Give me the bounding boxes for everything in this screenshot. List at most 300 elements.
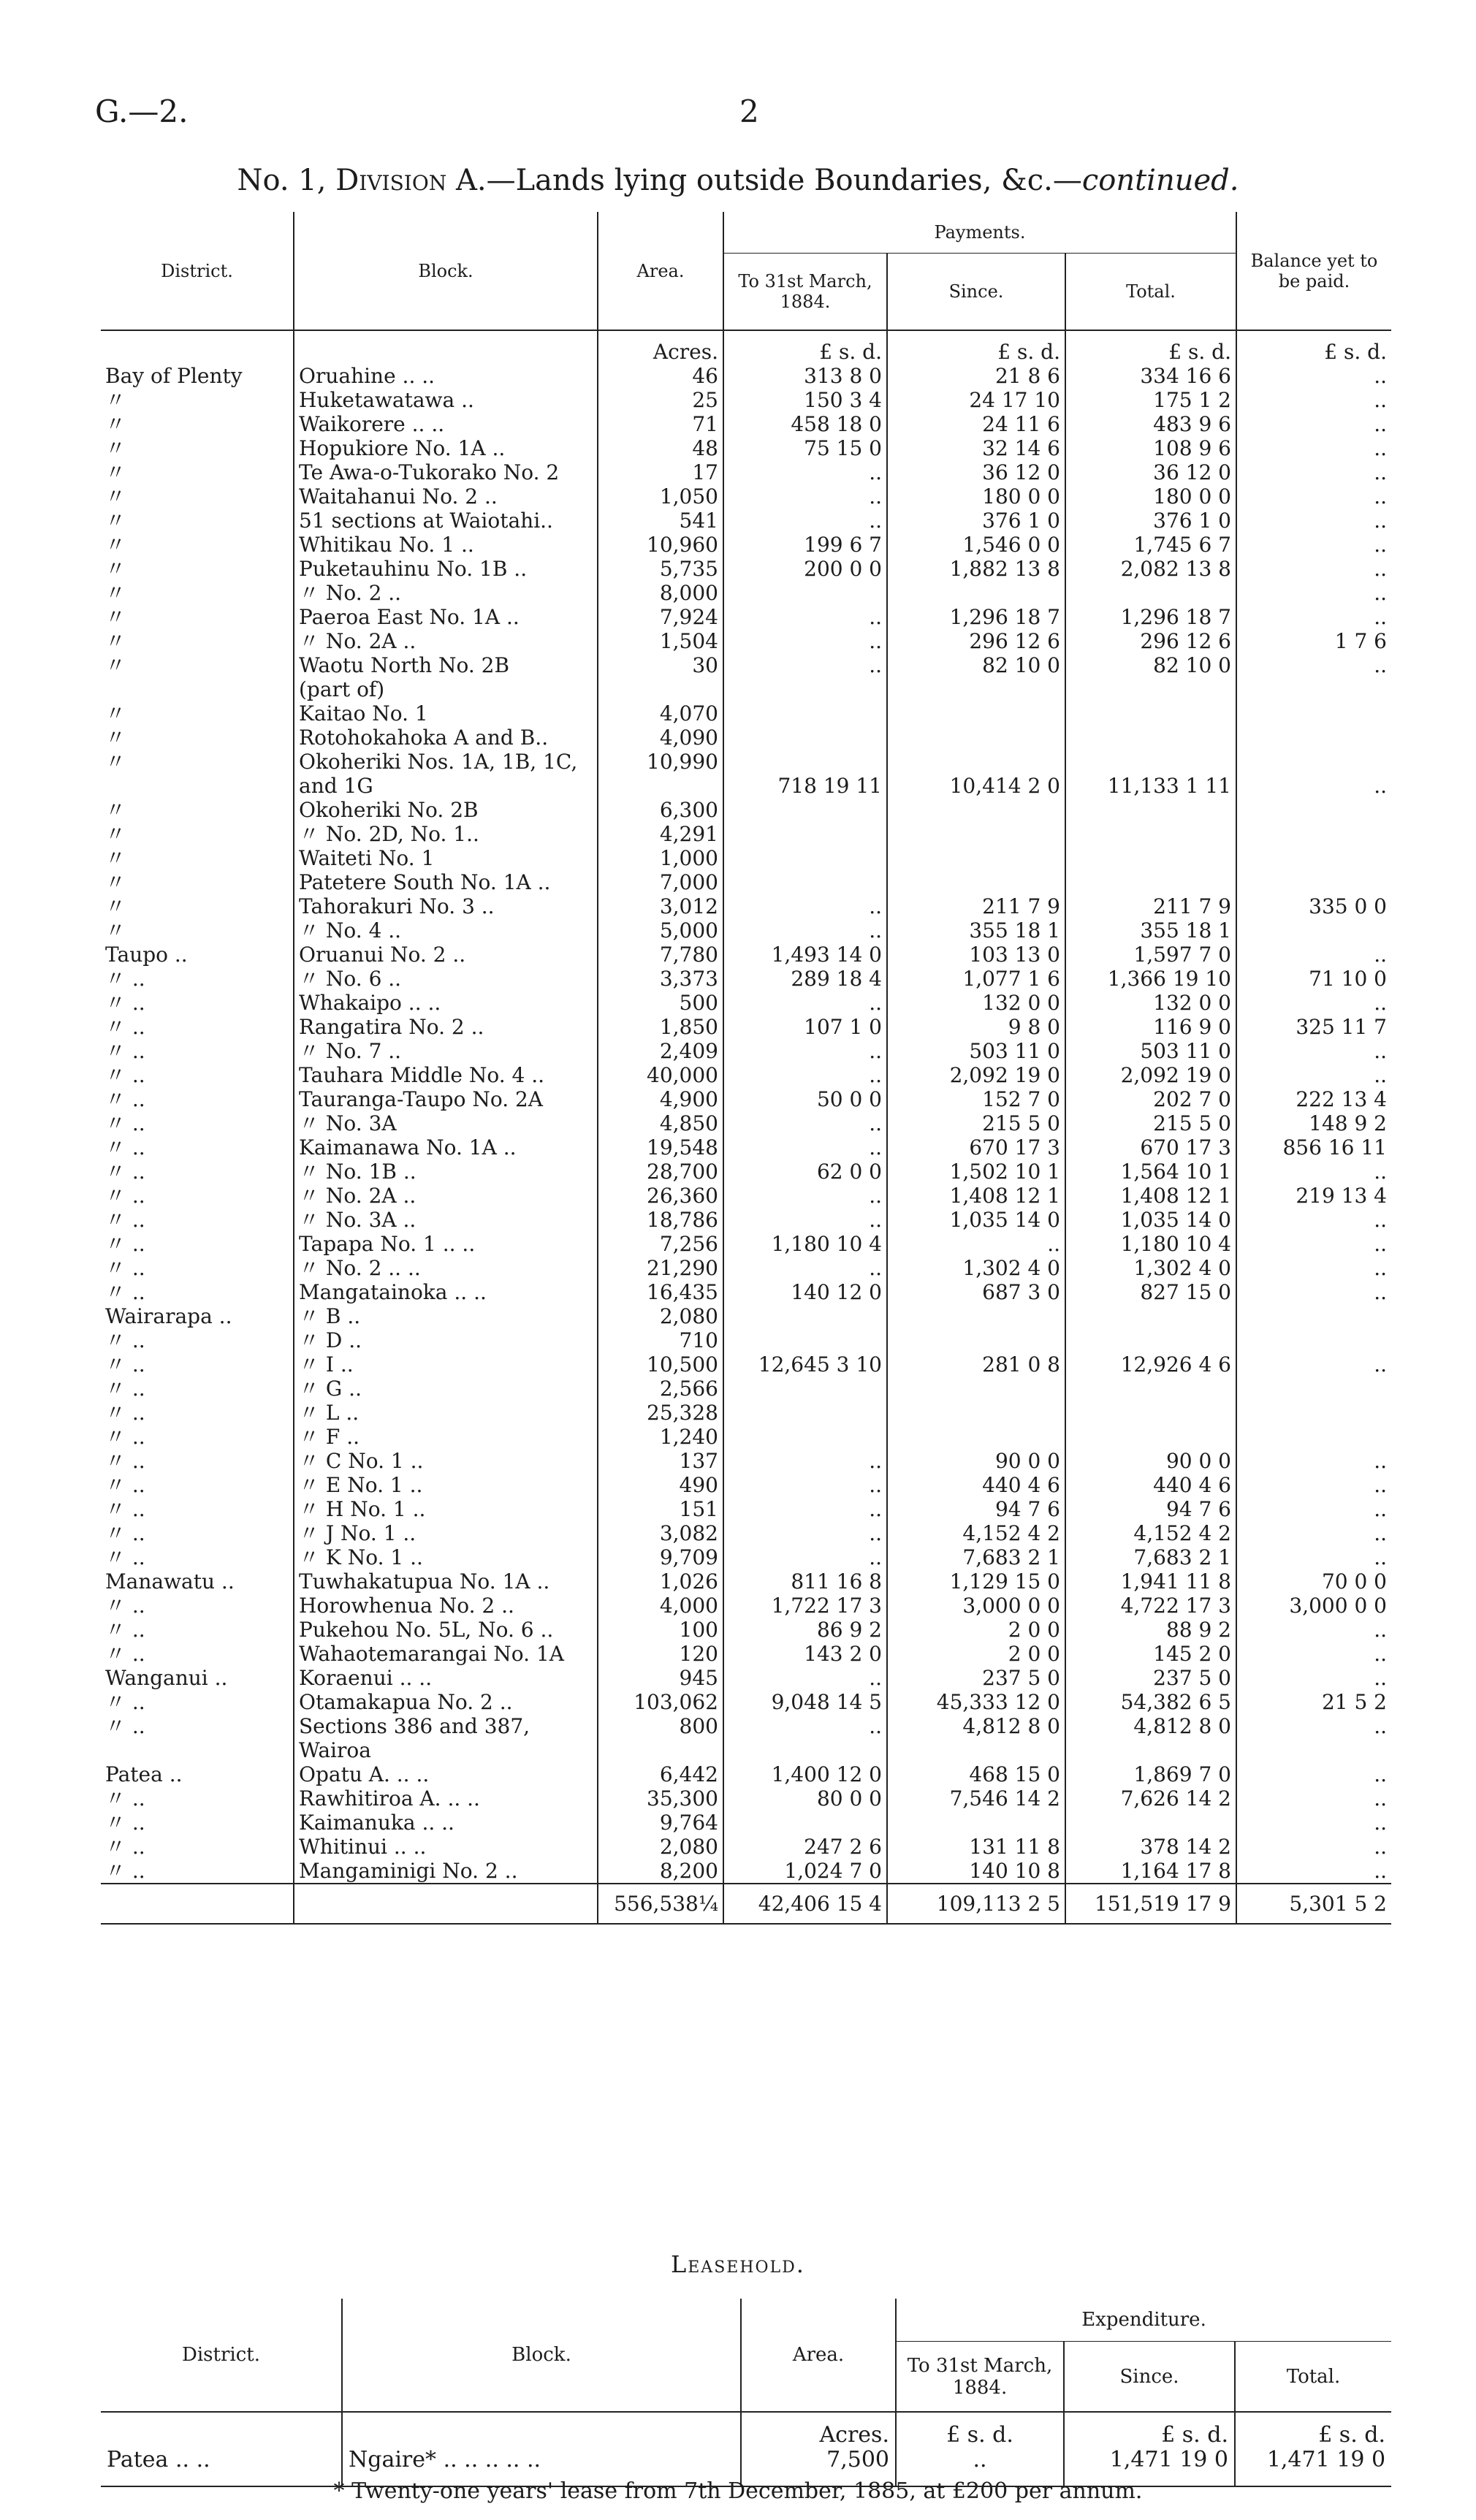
cell-block: 〃 J No. 1 .. (294, 1521, 598, 1545)
cell-balance: .. (1374, 653, 1387, 677)
units-row (101, 330, 1391, 364)
cell-balance: 335 0 0 (1309, 894, 1387, 918)
cell-district: 〃 .. (101, 1497, 294, 1521)
cell-block: 〃 No. 2A .. (294, 629, 598, 653)
unit-total: £ s. d. (1065, 330, 1236, 364)
total-balance: 5,301 5 2 (1236, 1884, 1391, 1924)
cell-balance: .. (1374, 460, 1387, 484)
cell-to: 247 2 6 (723, 1835, 887, 1859)
cell-area: 19,548 (598, 1135, 723, 1160)
cell-area: 17 (598, 460, 723, 484)
cell-block: Tahorakuri No. 3 .. (294, 894, 598, 918)
cell-block: Huketawatawa .. (294, 388, 598, 412)
cell-balance: 325 11 7 (1296, 1015, 1387, 1039)
cell-balance: .. (1374, 1473, 1387, 1497)
table-row (101, 750, 1391, 774)
cell-area: 7,924 (598, 605, 723, 629)
cell-district: 〃 .. (101, 1160, 294, 1184)
lease-header-block: Block. (342, 2299, 741, 2412)
cell-to: 718 19 11 (723, 774, 887, 798)
cell-district: 〃 .. (101, 967, 294, 991)
cell-since: 131 11 8 (887, 1835, 1065, 1859)
header-area: Area. (598, 212, 723, 330)
cell-area: 40,000 (598, 1063, 723, 1087)
cell-district: 〃 .. (101, 1642, 294, 1666)
cell-to (723, 726, 887, 750)
cell-block: 〃 C No. 1 .. (294, 1449, 598, 1473)
cell-district: 〃 (101, 412, 294, 436)
cell-balance: .. (1374, 1039, 1387, 1063)
cell-block: 〃 D .. (294, 1328, 598, 1352)
cell-district: 〃 .. (101, 1859, 294, 1884)
cell-district: 〃 .. (101, 1256, 294, 1280)
cell-district: 〃 (101, 701, 294, 726)
table-row (101, 726, 1391, 750)
cell-district: 〃 (101, 750, 294, 774)
cell-total: 132 0 0 (1065, 991, 1236, 1015)
cell-balance: 1 7 6 (1334, 629, 1387, 653)
total-since: 109,113 2 5 (887, 1884, 1065, 1924)
cell-area: 490 (598, 1473, 723, 1497)
cell-area: 3,012 (598, 894, 723, 918)
table-row (101, 1184, 1391, 1208)
cell-to (723, 750, 887, 774)
cell-district: 〃 .. (101, 1015, 294, 1039)
cell-to: .. (723, 1184, 887, 1208)
cell-block: Mangaminigi No. 2 .. (294, 1859, 598, 1884)
cell-block: Tapapa No. 1 .. .. (294, 1232, 598, 1256)
cell-since: 3,000 0 0 (887, 1594, 1065, 1618)
cell-since: 180 0 0 (887, 484, 1065, 509)
cell-total: 1,408 12 1 (1065, 1184, 1236, 1208)
cell-balance (1236, 1328, 1391, 1352)
lease-header-expenditure: Expenditure. (896, 2299, 1391, 2342)
cell-total: 1,366 19 10 (1065, 967, 1236, 991)
cell-since: 215 5 0 (887, 1111, 1065, 1135)
cell-balance (1236, 870, 1391, 894)
leasehold-table (101, 2299, 1391, 2487)
cell-to: .. (723, 1039, 887, 1063)
cell-balance (1236, 750, 1391, 774)
cell-to: 12,645 3 10 (723, 1352, 887, 1377)
cell-to: .. (723, 605, 887, 629)
cell-district: 〃 .. (101, 1473, 294, 1497)
cell-block: Waiteti No. 1 (294, 846, 598, 870)
cell-area: 3,373 (598, 967, 723, 991)
cell-total: 82 10 0 (1065, 653, 1236, 677)
cell-block: Tuwhakatupua No. 1A .. (294, 1569, 598, 1594)
cell-area: 25,328 (598, 1401, 723, 1425)
cell-block: Oruahine .. .. (294, 364, 598, 388)
cell-total: 2,092 19 0 (1065, 1063, 1236, 1087)
lease-to-unit: £ s. d. (946, 2422, 1013, 2448)
cell-balance: .. (1374, 533, 1387, 557)
cell-balance: .. (1374, 1762, 1387, 1786)
cell-to: 62 0 0 (723, 1160, 887, 1184)
cell-total: 827 15 0 (1065, 1280, 1236, 1304)
cell-total: 376 1 0 (1065, 509, 1236, 533)
table-row (101, 1111, 1391, 1135)
cell-to: 200 0 0 (723, 557, 887, 581)
cell-since: 1,882 13 8 (887, 557, 1065, 581)
cell-since: 355 18 1 (887, 918, 1065, 943)
cell-block: Waotu North No. 2B (294, 653, 598, 677)
unit-to: £ s. d. (723, 330, 887, 364)
cell-block: Horowhenua No. 2 .. (294, 1594, 598, 1618)
cell-balance: .. (1374, 364, 1387, 388)
cell-since: 1,035 14 0 (887, 1208, 1065, 1232)
cell-total: 296 12 6 (1065, 629, 1236, 653)
cell-total: 180 0 0 (1065, 484, 1236, 509)
cell-district: 〃 .. (101, 991, 294, 1015)
cell-block: 〃 No. 2 .. .. (294, 1256, 598, 1280)
cell-balance (1236, 1304, 1391, 1328)
cell-balance: 3,000 0 0 (1289, 1594, 1387, 1618)
cell-to: 50 0 0 (723, 1087, 887, 1111)
cell-area: 800 (598, 1714, 723, 1738)
cell-since: 7,546 14 2 (887, 1786, 1065, 1811)
cell-area: 6,300 (598, 798, 723, 822)
cell-total: 1,296 18 7 (1065, 605, 1236, 629)
cell-to (723, 581, 887, 605)
table-row (101, 822, 1391, 846)
header-total: Total. (1065, 254, 1236, 331)
cell-total: 4,152 4 2 (1065, 1521, 1236, 1545)
cell-block: Patetere South No. 1A .. (294, 870, 598, 894)
table-row (101, 364, 1391, 388)
cell-since (887, 750, 1065, 774)
cell-since: 140 10 8 (887, 1859, 1065, 1884)
cell-area: 2,080 (598, 1304, 723, 1328)
cell-since: 1,129 15 0 (887, 1569, 1065, 1594)
cell-district: 〃 (101, 918, 294, 943)
cell-area: 21,290 (598, 1256, 723, 1280)
cell-total: 175 1 2 (1065, 388, 1236, 412)
cell-block: 〃 F .. (294, 1425, 598, 1449)
cell-area (598, 774, 723, 798)
cell-since: 237 5 0 (887, 1666, 1065, 1690)
cell-to: 1,024 7 0 (723, 1859, 887, 1884)
cell-balance: .. (1374, 412, 1387, 436)
lease-area (741, 2412, 896, 2486)
cell-to: 143 2 0 (723, 1642, 887, 1666)
table-row (101, 533, 1391, 557)
cell-district: 〃 (101, 557, 294, 581)
cell-to: .. (723, 509, 887, 533)
cell-since: 103 13 0 (887, 943, 1065, 967)
cell-district (101, 774, 294, 798)
lease-district: Patea .. .. (101, 2412, 342, 2486)
cell-to: .. (723, 918, 887, 943)
cell-to: .. (723, 991, 887, 1015)
cell-total (1065, 677, 1236, 701)
cell-total: 334 16 6 (1065, 364, 1236, 388)
cell-total: 4,722 17 3 (1065, 1594, 1236, 1618)
cell-total: 7,626 14 2 (1065, 1786, 1236, 1811)
table-row (101, 798, 1391, 822)
cell-block: Whitikau No. 1 .. (294, 533, 598, 557)
cell-to (723, 1401, 887, 1425)
cell-balance: 222 13 4 (1296, 1087, 1387, 1111)
cell-to: 107 1 0 (723, 1015, 887, 1039)
cell-since: 9 8 0 (887, 1015, 1065, 1039)
cell-block: Mangatainoka .. .. (294, 1280, 598, 1304)
cell-district (101, 1738, 294, 1762)
cell-to (723, 677, 887, 701)
table-row (101, 870, 1391, 894)
cell-area: 7,256 (598, 1232, 723, 1256)
cell-total (1065, 798, 1236, 822)
cell-balance: .. (1374, 1521, 1387, 1545)
cell-since (887, 822, 1065, 846)
cell-area: 1,504 (598, 629, 723, 653)
total-total: 151,519 17 9 (1065, 1884, 1236, 1924)
cell-area: 3,082 (598, 1521, 723, 1545)
cell-to (723, 1328, 887, 1352)
cell-since (887, 1811, 1065, 1835)
cell-total (1065, 1425, 1236, 1449)
cell-district: 〃 .. (101, 1280, 294, 1304)
cell-to: .. (723, 1449, 887, 1473)
cell-district: 〃 (101, 653, 294, 677)
cell-district: 〃 .. (101, 1063, 294, 1087)
cell-since (887, 726, 1065, 750)
cell-to (723, 701, 887, 726)
cell-since: 4,812 8 0 (887, 1714, 1065, 1738)
cell-total: 202 7 0 (1065, 1087, 1236, 1111)
cell-balance: .. (1374, 1714, 1387, 1738)
table-row (101, 1304, 1391, 1328)
cell-block: Paeroa East No. 1A .. (294, 605, 598, 629)
cell-block: Waitahanui No. 2 .. (294, 484, 598, 509)
cell-total: 36 12 0 (1065, 460, 1236, 484)
cell-area: 2,566 (598, 1377, 723, 1401)
cell-total: 211 7 9 (1065, 894, 1236, 918)
cell-district: Patea .. (101, 1762, 294, 1786)
cell-district: 〃 (101, 509, 294, 533)
table-row (101, 894, 1391, 918)
cell-district: 〃 .. (101, 1328, 294, 1352)
cell-since (887, 870, 1065, 894)
cell-area: 4,850 (598, 1111, 723, 1135)
cell-district: 〃 .. (101, 1449, 294, 1473)
cell-block: 〃 No. 3A .. (294, 1208, 598, 1232)
unit-balance: £ s. d. (1324, 340, 1387, 364)
cell-since (887, 581, 1065, 605)
cell-since (887, 798, 1065, 822)
header-district: District. (101, 212, 294, 330)
cell-area: 4,000 (598, 1594, 723, 1618)
table-row (101, 1642, 1391, 1666)
cell-block: Te Awa-o-Tukorako No. 2 (294, 460, 598, 484)
cell-total: 1,164 17 8 (1065, 1859, 1236, 1884)
cell-balance: .. (1374, 1208, 1387, 1232)
cell-balance (1236, 1425, 1391, 1449)
cell-to: .. (723, 1111, 887, 1135)
cell-block: and 1G (294, 774, 598, 798)
table-row (101, 1594, 1391, 1618)
table-row (101, 1160, 1391, 1184)
cell-area: 710 (598, 1328, 723, 1352)
cell-to: .. (723, 1256, 887, 1280)
table-row (101, 509, 1391, 533)
cell-total: 2,082 13 8 (1065, 557, 1236, 581)
cell-total: 116 9 0 (1065, 1015, 1236, 1039)
cell-area: 26,360 (598, 1184, 723, 1208)
cell-district: 〃 (101, 629, 294, 653)
cell-district: 〃 .. (101, 1545, 294, 1569)
cell-area: 103,062 (598, 1690, 723, 1714)
cell-since: 2 0 0 (887, 1642, 1065, 1666)
cell-since: 24 11 6 (887, 412, 1065, 436)
cell-block: Rotohokahoka A and B.. (294, 726, 598, 750)
cell-block: Oruanui No. 2 .. (294, 943, 598, 967)
cell-since: 1,546 0 0 (887, 533, 1065, 557)
cell-district: 〃 .. (101, 1352, 294, 1377)
cell-total: 88 9 2 (1065, 1618, 1236, 1642)
table-row (101, 460, 1391, 484)
cell-total: 145 2 0 (1065, 1642, 1236, 1666)
cell-block: Puketauhinu No. 1B .. (294, 557, 598, 581)
lease-since-unit: £ s. d. (1161, 2422, 1228, 2448)
lease-header-to-march: To 31st March, 1884. (896, 2342, 1064, 2413)
cell-area: 137 (598, 1449, 723, 1473)
cell-district: Manawatu .. (101, 1569, 294, 1594)
cell-to: 811 16 8 (723, 1569, 887, 1594)
header-payments: Payments. (723, 212, 1236, 254)
cell-balance: .. (1374, 1859, 1387, 1883)
header-since: Since. (887, 254, 1065, 331)
cell-district: 〃 .. (101, 1184, 294, 1208)
cell-block: 〃 No. 1B .. (294, 1160, 598, 1184)
cell-area (598, 677, 723, 701)
cell-district: 〃 (101, 581, 294, 605)
cell-balance: .. (1374, 1232, 1387, 1256)
cell-total: 90 0 0 (1065, 1449, 1236, 1473)
cell-since (887, 677, 1065, 701)
cell-balance: .. (1374, 484, 1387, 509)
cell-total (1065, 581, 1236, 605)
table-row (101, 388, 1391, 412)
footnote: * Twenty-one years' lease from 7th December, 1885, at £200 per annum. (333, 2478, 1143, 2504)
cell-since: 2,092 19 0 (887, 1063, 1065, 1087)
cell-total: 483 9 6 (1065, 412, 1236, 436)
cell-area: 10,960 (598, 533, 723, 557)
cell-area: 7,000 (598, 870, 723, 894)
cell-balance: .. (1374, 1497, 1387, 1521)
cell-area: 151 (598, 1497, 723, 1521)
lease-area-unit: Acres. (819, 2422, 889, 2448)
cell-area: 18,786 (598, 1208, 723, 1232)
cell-area: 4,090 (598, 726, 723, 750)
cell-since: 24 17 10 (887, 388, 1065, 412)
cell-block: 〃 No. 3A (294, 1111, 598, 1135)
cell-area: 9,709 (598, 1545, 723, 1569)
cell-total: 54,382 6 5 (1065, 1690, 1236, 1714)
cell-since: .. (887, 1232, 1065, 1256)
cell-block: 〃 K No. 1 .. (294, 1545, 598, 1569)
table-row (101, 1497, 1391, 1521)
cell-district: 〃 .. (101, 1208, 294, 1232)
cell-district: 〃 (101, 726, 294, 750)
header-to-march: To 31st March, 1884. (723, 254, 887, 331)
cell-since: 32 14 6 (887, 436, 1065, 460)
cell-to (723, 1304, 887, 1328)
table-row (101, 1377, 1391, 1401)
cell-district: 〃 .. (101, 1377, 294, 1401)
cell-area: 46 (598, 364, 723, 388)
cell-district: Wanganui .. (101, 1666, 294, 1690)
lease-block: Ngaire* .. .. .. .. .. (342, 2412, 741, 2486)
table-row (101, 1401, 1391, 1425)
cell-block: Kaimanawa No. 1A .. (294, 1135, 598, 1160)
cell-balance: 21 5 2 (1321, 1690, 1387, 1714)
cell-area: 4,291 (598, 822, 723, 846)
cell-block: 〃 No. 4 .. (294, 918, 598, 943)
cell-balance (1236, 1738, 1391, 1762)
cell-since (887, 1425, 1065, 1449)
cell-total (1065, 822, 1236, 846)
table-row (101, 1039, 1391, 1063)
cell-since (887, 1304, 1065, 1328)
cell-balance: .. (1374, 1835, 1387, 1859)
cell-total: 1,180 10 4 (1065, 1232, 1236, 1256)
cell-balance: .. (1374, 1449, 1387, 1473)
cell-area: 1,050 (598, 484, 723, 509)
cell-district: 〃 (101, 533, 294, 557)
cell-since (887, 1377, 1065, 1401)
cell-area: 2,409 (598, 1039, 723, 1063)
table-row (101, 1015, 1391, 1039)
cell-block: 〃 I .. (294, 1352, 598, 1377)
table-row (101, 846, 1391, 870)
cell-area: 541 (598, 509, 723, 533)
cell-total: 11,133 1 11 (1065, 774, 1236, 798)
title-continued: continued. (1081, 164, 1239, 197)
table-row (101, 1449, 1391, 1473)
cell-balance (1236, 701, 1391, 726)
title-division: Division (335, 164, 447, 197)
cell-area: 5,735 (598, 557, 723, 581)
cell-balance: .. (1374, 436, 1387, 460)
cell-to: .. (723, 1497, 887, 1521)
table-row (101, 557, 1391, 581)
table-row (101, 1666, 1391, 1690)
table-row (101, 1738, 1391, 1762)
table-row (101, 1618, 1391, 1642)
cell-block: 〃 H No. 1 .. (294, 1497, 598, 1521)
cell-district (101, 677, 294, 701)
cell-since: 21 8 6 (887, 364, 1065, 388)
cell-area: 8,200 (598, 1859, 723, 1884)
cell-to: .. (723, 1208, 887, 1232)
table-row (101, 484, 1391, 509)
cell-district: 〃 .. (101, 1401, 294, 1425)
header-block: Block. (294, 212, 598, 330)
table-row (101, 677, 1391, 701)
cell-block: Whakaipo .. .. (294, 991, 598, 1015)
cell-balance: .. (1374, 1545, 1387, 1569)
lease-header-district: District. (101, 2299, 342, 2412)
cell-to: .. (723, 1714, 887, 1738)
cell-balance: .. (1374, 1642, 1387, 1666)
cell-since: 281 0 8 (887, 1352, 1065, 1377)
cell-total: 1,869 7 0 (1065, 1762, 1236, 1786)
cell-district: 〃 .. (101, 1835, 294, 1859)
cell-to: .. (723, 1473, 887, 1497)
cell-since (887, 1401, 1065, 1425)
cell-since: 503 11 0 (887, 1039, 1065, 1063)
